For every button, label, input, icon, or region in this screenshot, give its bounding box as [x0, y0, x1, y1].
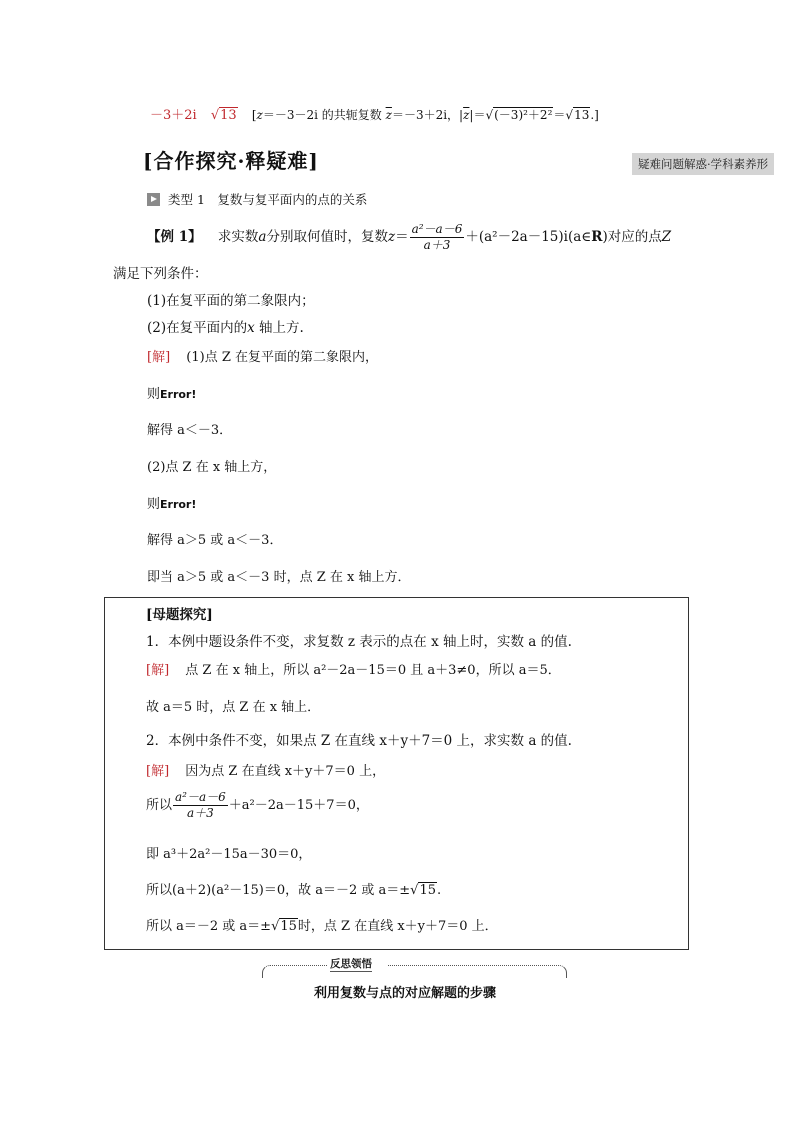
- type-heading: 类型 1 复数与复平面内的点的关系: [147, 190, 367, 208]
- reflect-text: 利用复数与点的对应解题的步骤: [314, 986, 497, 1001]
- mother-q1: 1．本例中题设条件不变，求复数 z 表示的点在 x 轴上时，实数 a 的值.: [146, 634, 572, 650]
- mother-a2e: 所以 a＝－2 或 a＝±√15时，点 Z 在直线 x＋y＋7＝0 上．: [146, 919, 498, 934]
- solution-then-2: 则Error!: [147, 497, 197, 512]
- section-tag: 疑难问题解惑·学科素养形: [632, 153, 774, 175]
- condition-1: (1)在复平面的第二象限内；: [147, 293, 315, 309]
- condition-2: (2)在复平面内的x 轴上方.: [147, 320, 304, 336]
- answer-2: √13: [210, 108, 237, 123]
- example-line2: 满足下列条件：: [113, 266, 208, 282]
- fraction: $\frac{\text{a²－a－6}}{a+3}$: [175, 790, 226, 820]
- reflect-line-right: [388, 965, 567, 978]
- example-1: 【例 1】 求实数a分别取何值时，复数z＝ $\frac{\text{a²－a－6}}{a+3}$ ＋(a²－2a－15)i(a∈R)对应的点Z: [147, 222, 672, 252]
- fraction: $\frac{\text{a²－a－6}}{a+3}$: [411, 222, 463, 252]
- solution-label: [解]: [147, 350, 171, 365]
- mother-a1: [解] 点 Z 在 x 轴上，所以 a²－2a－15＝0 且 a＋3≠0，所以 a＝5．: [146, 663, 561, 678]
- mother-a1b: 故 a＝5 时，点 Z 在 x 轴上．: [146, 700, 321, 715]
- play-triangle-icon: [147, 193, 160, 206]
- section-title: [合作探究·释疑难]: [143, 149, 319, 173]
- reflect-badge: 反思领悟: [330, 958, 372, 970]
- reflect-line-left: [262, 965, 327, 978]
- mother-a2b: 所以 $\frac{\text{a²－a－6}}{a+3}$ ＋a²－2a－15＋7＝0，: [146, 790, 369, 820]
- mother-title: [母题探究]: [146, 607, 213, 623]
- mother-q2: 2．本例中条件不变，如果点 Z 在直线 x＋y＋7＝0 上，求实数 a 的值.: [146, 733, 572, 749]
- answer-line: [150, 104, 599, 123]
- mother-a2c: 即 a³＋2a²－15a－30＝0，: [146, 847, 312, 862]
- solution-line-5: 即当 a＞5 或 a＜－3 时，点 Z 在 x 轴上方．: [147, 570, 411, 585]
- solution-line-2: 解得 a＜－3．: [147, 423, 233, 438]
- solution-line-3: (2)点 Z 在 x 轴上方，: [147, 460, 277, 475]
- mother-a2: [解] 因为点 Z 在直线 x＋y＋7＝0 上，: [146, 764, 386, 779]
- solution-line-1: [解] (1)点 Z 在复平面的第二象限内，: [147, 350, 379, 365]
- explanation: [z＝－3－2i 的共轭复数 $\overline{z}=-3+2i$，$|\overline{z}|=√(-3)^2+2^2=√13$.]: [251, 108, 599, 122]
- solution-then-1: 则Error!: [147, 387, 197, 402]
- answer-1: －3＋2i: [150, 108, 197, 123]
- solution-line-4: 解得 a＞5 或 a＜－3．: [147, 533, 283, 548]
- mother-a2d: 所以(a＋2)(a²－15)＝0，故 a＝－2 或 a＝±√15.: [146, 883, 442, 898]
